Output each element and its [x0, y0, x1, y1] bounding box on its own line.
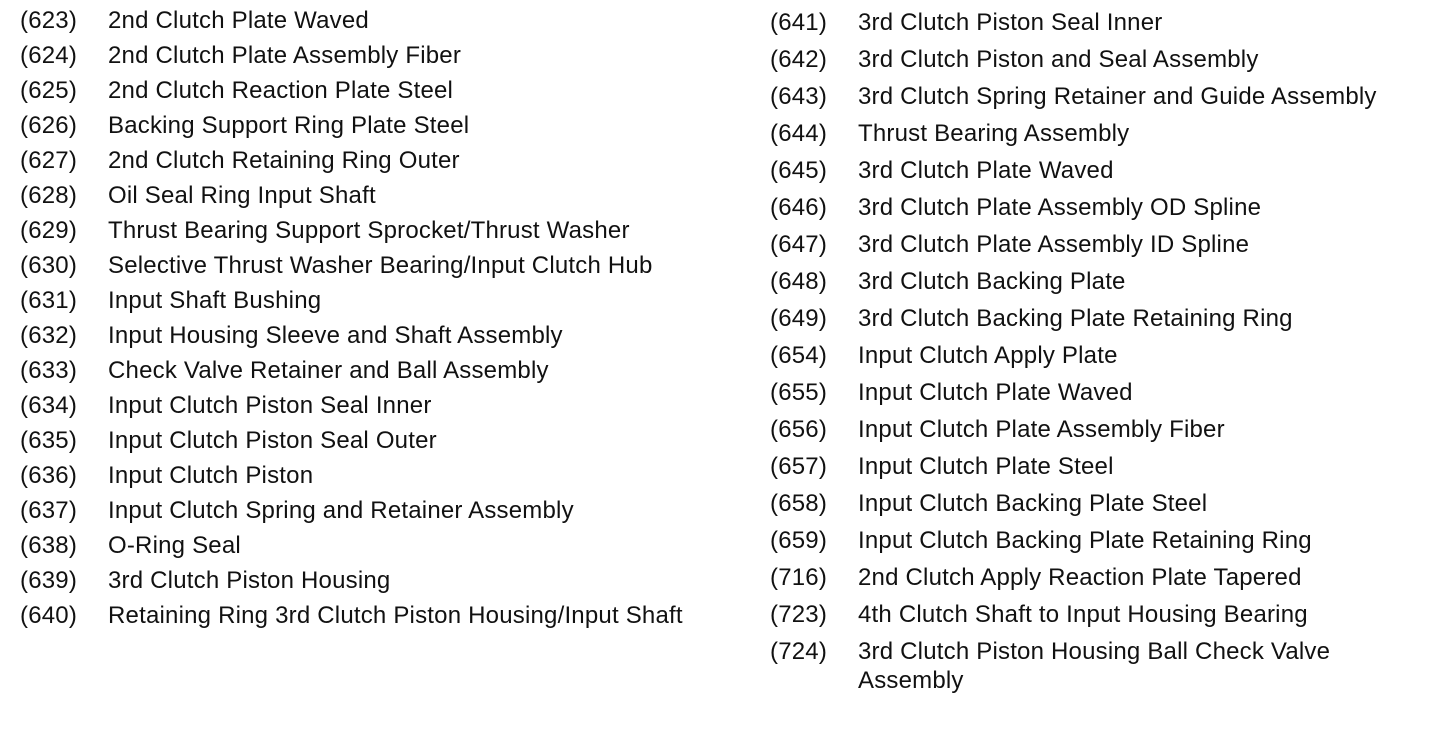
item-description: Input Shaft Bushing: [108, 287, 322, 314]
item-description: 2nd Clutch Reaction Plate Steel: [108, 77, 454, 104]
item-description: Input Clutch Apply Plate: [858, 342, 1118, 369]
legend-item: [770, 452, 1430, 481]
item-number: (716): [770, 564, 828, 591]
item-description: 3rd Clutch Piston Housing: [108, 567, 391, 594]
item-number: (647): [770, 231, 828, 258]
item-number: (640): [20, 602, 78, 629]
item-description: 3rd Clutch Spring Retainer and Guide Assembly: [858, 83, 1377, 110]
item-number: (643): [770, 83, 828, 110]
legend-item: [20, 76, 750, 105]
item-description: Input Clutch Backing Plate Retaining Ring: [858, 527, 1312, 554]
item-number: (723): [770, 601, 828, 628]
item-number: (655): [770, 379, 828, 406]
legend-item: [20, 41, 750, 70]
item-description: Input Clutch Plate Waved: [858, 379, 1133, 406]
item-number: (625): [20, 77, 78, 104]
item-description: 3rd Clutch Plate Waved: [858, 157, 1114, 184]
item-description: Input Clutch Piston: [108, 462, 314, 489]
item-description: Input Clutch Plate Assembly Fiber: [858, 416, 1225, 443]
item-number: (633): [20, 357, 78, 384]
item-description: 3rd Clutch Backing Plate Retaining Ring: [858, 305, 1293, 332]
legend-item: [770, 489, 1430, 518]
legend-item: [20, 356, 750, 385]
item-description: 3rd Clutch Piston Seal Inner: [858, 9, 1163, 36]
item-number: (657): [770, 453, 828, 480]
legend-item: [770, 45, 1430, 74]
item-number: (639): [20, 567, 78, 594]
item-description: Retaining Ring 3rd Clutch Piston Housing/Input Shaft: [108, 602, 683, 629]
legend-item: [770, 563, 1430, 592]
item-number: (630): [20, 252, 78, 279]
item-description: Selective Thrust Washer Bearing/Input Clutch Hub: [108, 252, 653, 279]
item-number: (656): [770, 416, 828, 443]
item-description: 2nd Clutch Plate Waved: [108, 7, 369, 34]
legend-item: [20, 531, 750, 560]
item-description: Thrust Bearing Assembly: [858, 120, 1130, 147]
item-number: (624): [20, 42, 78, 69]
item-number: (642): [770, 46, 828, 73]
item-number: (636): [20, 462, 78, 489]
legend-item: [770, 8, 1430, 37]
item-description: Backing Support Ring Plate Steel: [108, 112, 470, 139]
item-description: Check Valve Retainer and Ball Assembly: [108, 357, 549, 384]
item-description: Oil Seal Ring Input Shaft: [108, 182, 376, 209]
legend-item: [770, 341, 1430, 370]
legend-item: [20, 566, 750, 595]
item-description: Input Clutch Piston Seal Outer: [108, 427, 437, 454]
item-number: (627): [20, 147, 78, 174]
item-number: (638): [20, 532, 78, 559]
item-number: (632): [20, 322, 78, 349]
item-number: (634): [20, 392, 78, 419]
legend-item: [20, 496, 750, 525]
item-description: 3rd Clutch Backing Plate: [858, 268, 1126, 295]
item-number: (648): [770, 268, 828, 295]
item-description: 3rd Clutch Piston Housing Ball Check Valve Assembly: [858, 638, 1331, 694]
legend-item: [770, 304, 1430, 333]
legend-item: [20, 111, 750, 140]
item-number: (645): [770, 157, 828, 184]
legend-item: [20, 286, 750, 315]
right-column: [770, 0, 1430, 695]
legend-item: [770, 415, 1430, 444]
item-description: 2nd Clutch Apply Reaction Plate Tapered: [858, 564, 1302, 591]
item-description: 4th Clutch Shaft to Input Housing Bearing: [858, 601, 1308, 628]
item-description: 2nd Clutch Retaining Ring Outer: [108, 147, 460, 174]
legend-item: [20, 426, 750, 455]
item-description: 2nd Clutch Plate Assembly Fiber: [108, 42, 462, 69]
item-description: Thrust Bearing Support Sprocket/Thrust Washer: [108, 217, 630, 244]
item-description: Input Clutch Spring and Retainer Assembly: [108, 497, 574, 524]
item-number: (654): [770, 342, 828, 369]
item-description: Input Clutch Plate Steel: [858, 453, 1114, 480]
legend-item: [20, 251, 750, 280]
item-description: O-Ring Seal: [108, 532, 241, 559]
legend-item: [20, 461, 750, 490]
legend-item: [770, 267, 1430, 296]
legend-item: [770, 119, 1430, 148]
item-number: (628): [20, 182, 78, 209]
item-description: Input Clutch Piston Seal Inner: [108, 392, 432, 419]
item-number: (644): [770, 120, 828, 147]
item-number: (649): [770, 305, 828, 332]
item-number: (641): [770, 9, 828, 36]
legend-item: [770, 82, 1430, 111]
item-number: (629): [20, 217, 78, 244]
legend-item: [20, 6, 750, 35]
item-description: 3rd Clutch Plate Assembly OD Spline: [858, 194, 1262, 221]
item-number: (631): [20, 287, 78, 314]
item-description: 3rd Clutch Plate Assembly ID Spline: [858, 231, 1250, 258]
legend-item: [20, 216, 750, 245]
item-description: Input Clutch Backing Plate Steel: [858, 490, 1208, 517]
item-number: (646): [770, 194, 828, 221]
item-number: (635): [20, 427, 78, 454]
legend-item: [20, 601, 750, 630]
legend-item: [770, 156, 1430, 185]
legend-item: [770, 193, 1430, 222]
left-column: [20, 0, 750, 630]
legend-item: [20, 146, 750, 175]
item-number: (623): [20, 7, 78, 34]
legend-item: [770, 637, 1430, 695]
item-number: (658): [770, 490, 828, 517]
item-description: Input Housing Sleeve and Shaft Assembly: [108, 322, 563, 349]
item-number: (626): [20, 112, 78, 139]
legend-item: [770, 526, 1430, 555]
legend-item: [20, 391, 750, 420]
legend-item: [20, 321, 750, 350]
legend-item: [770, 230, 1430, 259]
legend-item: [20, 181, 750, 210]
item-number: (659): [770, 527, 828, 554]
item-description: 3rd Clutch Piston and Seal Assembly: [858, 46, 1259, 73]
legend-item: [770, 600, 1430, 629]
item-number: (637): [20, 497, 78, 524]
legend-item: [770, 378, 1430, 407]
item-number: (724): [770, 638, 828, 665]
